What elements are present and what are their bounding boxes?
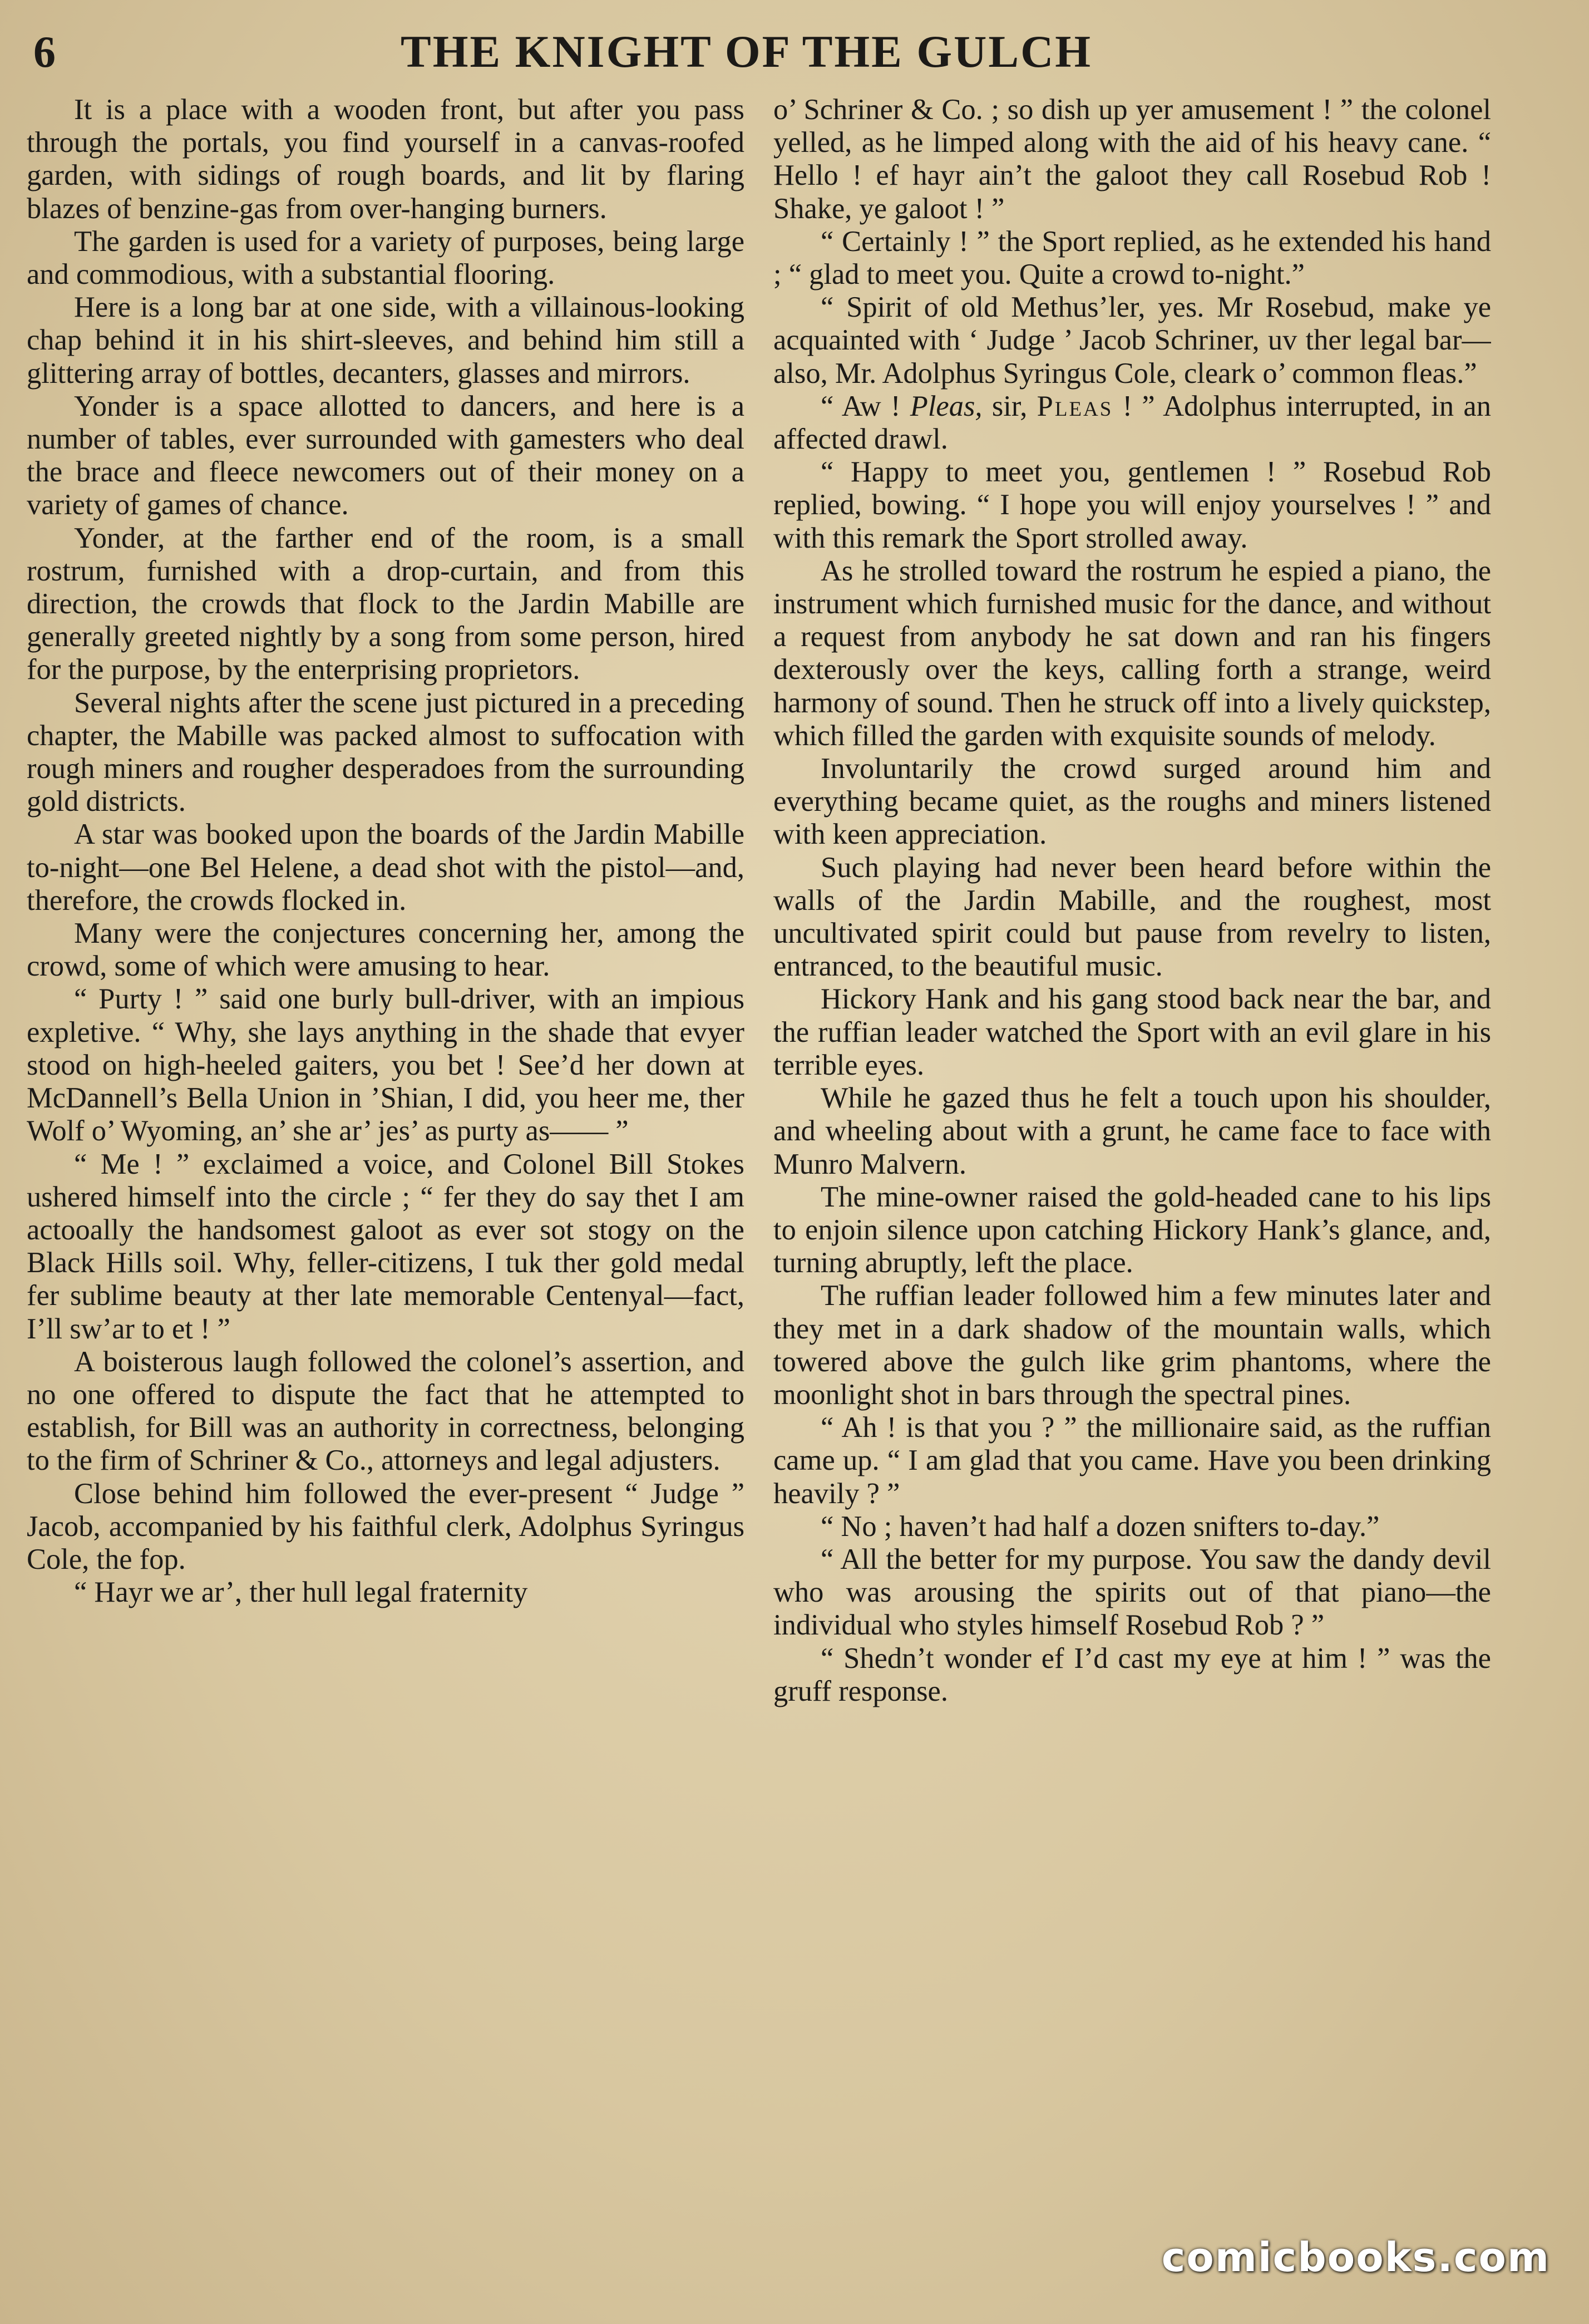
paragraph: Yonder is a space allotted to dancers, and here is a number of tables, ever surrounded with gamesters who deal the brace and fleece newcomers out of their money on a variety of games of chance.: [27, 390, 744, 521]
paragraph: The ruffian leader followed him a few minutes later and they met in a dark shadow of the mountain walls, which towered above the gulch like grim phantoms, where the moonlight shot in bars through the spectral pines.: [773, 1279, 1491, 1411]
page-header: [33, 26, 1146, 87]
paragraph: “ Ah ! is that you ? ” the millionaire said, as the ruffian came up. “ I am glad that you came. Have you been drinking heavily ? ”: [773, 1411, 1491, 1510]
paragraph: “ Purty ! ” said one burly bull-driver, with an impious expletive. “ Why, she lays anything in the shade that evyer stood on high-heeled gaiters, you bet ! See’d her down at McDannell’s Bella Union in ’Shian, I did, you heer me, ther Wolf o’ Wyoming, an’ she ar’ jes’ as purty as—— ”: [27, 983, 744, 1148]
text-run: ! ” Adolphus interrupted, in an affected drawl.: [773, 390, 1491, 456]
small-caps-text: Pleas: [1037, 390, 1113, 422]
watermark: comicbooks.com: [1161, 2234, 1550, 2281]
page-number: 6: [33, 28, 56, 77]
paragraph: Hickory Hank and his gang stood back near the bar, and the ruffian leader watched the Sport with an evil glare in his terrible eyes.: [773, 983, 1491, 1081]
paragraph: “ Spirit of old Methus’ler, yes. Mr Rosebud, make ye acquainted with ‘ Judge ’ Jacob Schriner, uv ther legal bar—also, Mr. Adolphus Syringus Cole, cleark o’ common fleas.”: [773, 291, 1491, 390]
paragraph: A star was booked upon the boards of the Jardin Mabille to-night—one Bel Helene, a dead shot with the pistol—and, therefore, the crowds flocked in.: [27, 818, 744, 917]
paragraph: Yonder, at the farther end of the room, is a small rostrum, furnished with a drop-curtain, and from this direction, the crowds that flock to the Jardin Mabille are generally greeted nightly by a song from some person, hired for the purpose, by the enterprising proprietors.: [27, 521, 744, 686]
paragraph: The mine-owner raised the gold-headed cane to his lips to enjoin silence upon catching Hickory Hank’s glance, and, turning abruptly, left the place.: [773, 1180, 1491, 1279]
right-column: [773, 93, 1491, 2180]
paragraph: “ All the better for my purpose. You saw the dandy devil who was arousing the spirits out of that piano—the individual who styles himself Rosebud Rob ? ”: [773, 1543, 1491, 1642]
paragraph-continuation: o’ Schriner & Co. ; so dish up yer amusement ! ” the colonel yelled, as he limped along with the aid of his heavy cane. “ Hello ! ef hayr ain’t the galoot they call Rosebud Rob ! Shake, ye galoot ! ”: [773, 93, 1491, 225]
paragraph: Several nights after the scene just pictured in a preceding chapter, the Mabille was packed almost to suffocation with rough miners and rougher desperadoes from the surrounding gold districts.: [27, 686, 744, 818]
paragraph: “ Shedn’t wonder ef I’d cast my eye at him ! ” was the gruff response.: [773, 1642, 1491, 1707]
paragraph: It is a place with a wooden front, but after you pass through the portals, you find yourself in a canvas-roofed garden, with sidings of rough boards, and lit by flaring blazes of benzine-gas from over-hanging burners.: [27, 93, 744, 225]
paragraph: Close behind him followed the ever-present “ Judge ” Jacob, accompanied by his faithful clerk, Adolphus Syringus Cole, the fop.: [27, 1477, 744, 1575]
italic-text: Pleas,: [910, 390, 983, 422]
paragraph: While he gazed thus he felt a touch upon his shoulder, and wheeling about with a grunt, he came face to face with Munro Malvern.: [773, 1082, 1491, 1180]
paragraph: Involuntarily the crowd surged around him and everything became quiet, as the roughs and miners listened with keen appreciation.: [773, 752, 1491, 851]
running-title: THE KNIGHT OF THE GULCH: [401, 26, 1093, 77]
paragraph: The garden is used for a variety of purposes, being large and commodious, with a substantial flooring.: [27, 225, 744, 291]
paragraph: Many were the conjectures concerning her, among the crowd, some of which were amusing to hear.: [27, 917, 744, 983]
paragraph: “ No ; haven’t had half a dozen snifters to-day.”: [821, 1510, 1380, 1543]
paragraph: Here is a long bar at one side, with a villainous-looking chap behind it in his shirt-sleeves, and behind him still a glittering array of bottles, decanters, glasses and mirrors.: [27, 291, 744, 390]
paragraph: As he strolled toward the rostrum he espied a piano, the instrument which furnished music for the dance, and without a request from anybody he sat down and ran his fingers dexterously over the keys, calling forth a strange, weird harmony of sound. Then he struck off into a lively quickstep, which filled the garden with exquisite sounds of melody.: [773, 554, 1491, 752]
paragraph: A boisterous laugh followed the colonel’s assertion, and no one offered to dispute the fact that he attempted to establish, for Bill was an authority in correctness, belonging to the firm of Schriner & Co., attorneys and legal adjusters.: [27, 1345, 744, 1477]
paragraph: Such playing had never been heard before within the walls of the Jardin Mabille, and the roughest, most uncultivated spirit could but pause from revelry to listen, entranced, to the beautiful music.: [773, 851, 1491, 983]
left-column: [27, 93, 744, 2180]
paragraph: “ Happy to meet you, gentlemen ! ” Rosebud Rob replied, bowing. “ I hope you will enjoy yourselves ! ” and with this remark the Sport strolled away.: [773, 456, 1491, 554]
paragraph: “ Hayr we ar’, ther hull legal fraternity: [74, 1576, 528, 1609]
text-run: “ Aw !: [821, 390, 910, 422]
text-run: sir,: [982, 390, 1037, 422]
paragraph-mixed: [773, 390, 1491, 456]
paragraph: “ Certainly ! ” the Sport replied, as he extended his hand ; “ glad to meet you. Quite a crowd to-night.”: [773, 225, 1491, 291]
paragraph: “ Me ! ” exclaimed a voice, and Colonel Bill Stokes ushered himself into the circle ; “ fer they do say thet I am actooally the handsomest galoot as ever sot stogy on the Black Hills soil. Why, feller-citizens, I tuk ther gold medal fer sublime beauty at ther late memorable Centenyal—fact, I’ll sw’ar to et ! ”: [27, 1148, 744, 1345]
